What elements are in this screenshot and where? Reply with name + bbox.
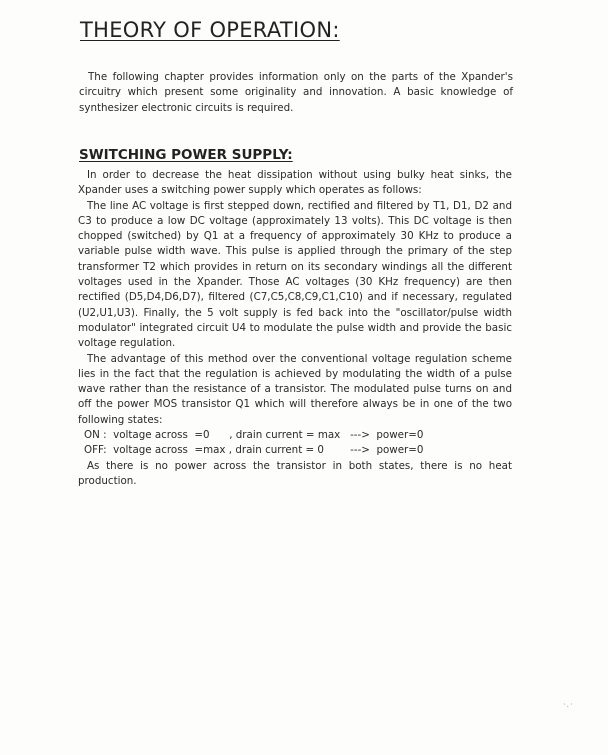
state-line-off: OFF: voltage across =max , drain current = 0 ---> power=0 (84, 444, 424, 457)
scan-speck-decoration: ·.· (563, 700, 574, 709)
section-body (78, 168, 512, 489)
closing-paragraph: As there is no power across the transistor in both states, there is no heat production. (78, 459, 512, 487)
body-paragraph: In order to decrease the heat dissipation without using bulky heat sinks, the Xpander uses a switching power supply which operates as follows: (78, 169, 512, 197)
body-paragraph: The line AC voltage is first stepped down, rectified and filtered by T1, D1, D2 and C3 to produce a low DC voltage (approximately 13 volts). This DC voltage is then chopped (switched) by Q1 at a frequency of approximately 30 KHz to produce a variable pulse width wave. This pulse is applied through the primary of the step transformer T2 which provides in return on its secondary windings all the different voltages used in the Xpander. Those AC voltages (30 KHz frequency) are then rectified (D5,D4,D6,D7), filtered (C7,C5,C8,C9,C1,C10) and if necessary, regulated (U2,U1,U3). Finally, the 5 volt supply is fed back into the "oscillator/pulse width modulator" integrated circuit U4 to modulate the pulse width and provide the basic voltage regulation. (78, 199, 512, 350)
page-title: THEORY OF OPERATION: (80, 18, 340, 42)
intro-paragraph: The following chapter provides information only on the parts of the Xpander's circuitry which present some originality and innovation. A basic knowledge of synthesizer electronic circuits is required. (79, 71, 513, 114)
section-heading: SWITCHING POWER SUPPLY: (79, 147, 293, 163)
state-line-on: ON : voltage across =0 , drain current = max ---> power=0 (84, 429, 424, 442)
body-paragraph: The advantage of this method over the conventional voltage regulation scheme lies in the fact that the regulation is achieved by modulating the width of a pulse wave rather than the resistance of a transistor. The modulated pulse turns on and off the power MOS transistor Q1 which will therefore always be in one of the two following states: (78, 352, 512, 426)
